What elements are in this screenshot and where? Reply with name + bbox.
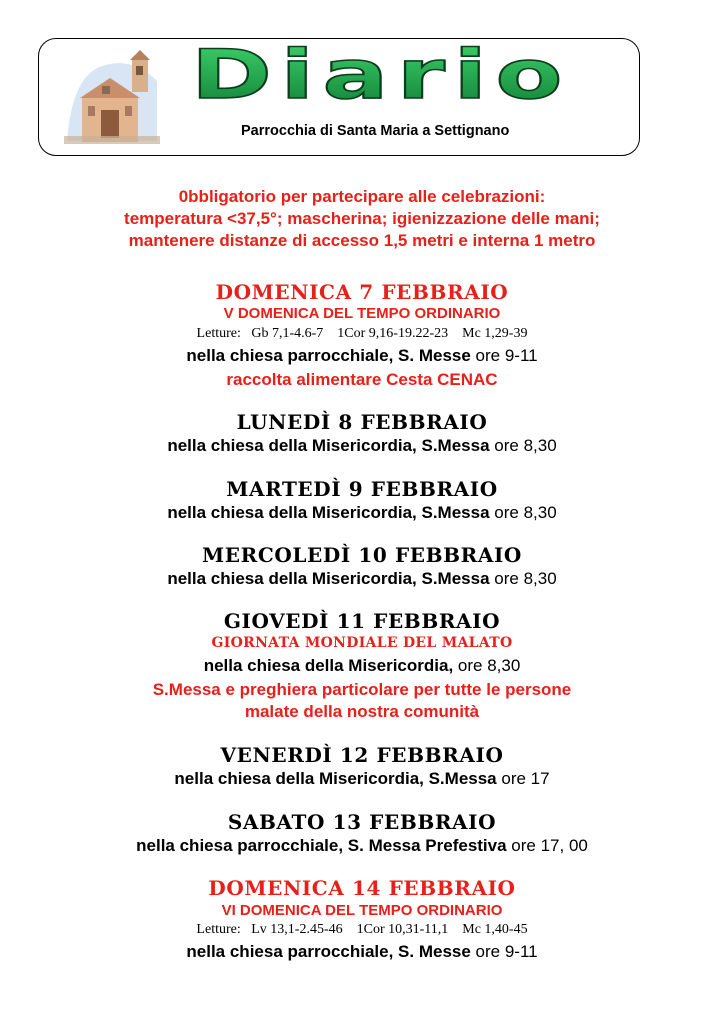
parish-name: Parrocchia di Santa Maria a Settignano <box>241 123 510 139</box>
mass-time: ore 8,30 <box>489 436 557 455</box>
mass-info <box>0 836 724 856</box>
page-title <box>186 42 576 112</box>
svg-text:Diario: Diario <box>191 42 571 112</box>
day-title: VENERDÌ 12 FEBBRAIO <box>220 743 504 767</box>
mass-time: ore 8,30 <box>489 569 557 588</box>
day-subtitle: V DOMENICA DEL TEMPO ORDINARIO <box>223 305 501 322</box>
day-subtitle: VI DOMENICA DEL TEMPO ORDINARIO <box>221 902 503 919</box>
notice-line: mantenere distanze di accesso 1,5 metri e interna 1 metro <box>128 231 596 250</box>
mass-place: nella chiesa della Misericordia, <box>203 656 454 675</box>
readings: Letture: Lv 13,1-2.45-46 1Cor 10,31-11,1 Mc 1,40-45 <box>196 922 528 937</box>
day-subtitle: GIORNATA MONDIALE DEL MALATO <box>211 635 513 651</box>
mass-place: nella chiesa della Misericordia, S.Messa <box>174 769 497 788</box>
note-line: S.Messa e preghiera particolare per tutte le persone <box>152 680 572 699</box>
note-line: malate della nostra comunità <box>244 702 480 721</box>
mass-info <box>0 569 724 589</box>
mass-time: ore 9-11 <box>470 942 538 961</box>
mass-time: ore 17, 00 <box>506 836 588 855</box>
mass-info <box>0 656 724 676</box>
notice-line: 0bbligatorio per partecipare alle celebrazioni: <box>178 187 546 206</box>
readings: Letture: Gb 7,1-4.6-7 1Cor 9,16-19.22-23 Mc 1,29-39 <box>196 326 528 341</box>
mass-time: ore 17 <box>496 769 550 788</box>
notice-line: temperatura <37,5°; mascherina; igienizzazione delle mani; <box>124 209 600 228</box>
day-title: DOMENICA 14 FEBBRAIO <box>208 876 516 900</box>
mass-info <box>0 346 724 366</box>
mass-place: nella chiesa della Misericordia, S.Messa <box>167 503 490 522</box>
day-note <box>0 679 724 723</box>
mass-place: nella chiesa della Misericordia, S.Messa <box>167 436 490 455</box>
mass-place: nella chiesa parrocchiale, S. Messe <box>186 942 471 961</box>
day-title: GIOVEDÌ 11 FEBBRAIO <box>223 609 501 633</box>
mass-time: ore 8,30 <box>489 503 557 522</box>
day-title: MERCOLEDÌ 10 FEBBRAIO <box>202 543 522 567</box>
mass-place: nella chiesa parrocchiale, S. Messa Prefestiva <box>136 836 507 855</box>
mass-info <box>0 503 724 523</box>
mass-time: ore 9-11 <box>470 346 538 365</box>
mass-place: nella chiesa della Misericordia, S.Messa <box>167 569 490 588</box>
day-title: DOMENICA 7 FEBBRAIO <box>215 280 509 304</box>
day-note: raccolta alimentare Cesta CENAC <box>226 370 498 389</box>
day-title: MARTEDÌ 9 FEBBRAIO <box>226 477 498 501</box>
day-title: SABATO 13 FEBBRAIO <box>227 810 497 834</box>
mass-info <box>0 942 724 962</box>
mass-time: ore 8,30 <box>453 656 521 675</box>
mass-info <box>0 436 724 456</box>
church-facade-icon <box>62 46 162 146</box>
day-title: LUNEDÌ 8 FEBBRAIO <box>236 410 488 434</box>
mass-place: nella chiesa parrocchiale, S. Messe <box>186 346 471 365</box>
covid-notice <box>0 186 724 252</box>
mass-info <box>0 769 724 789</box>
